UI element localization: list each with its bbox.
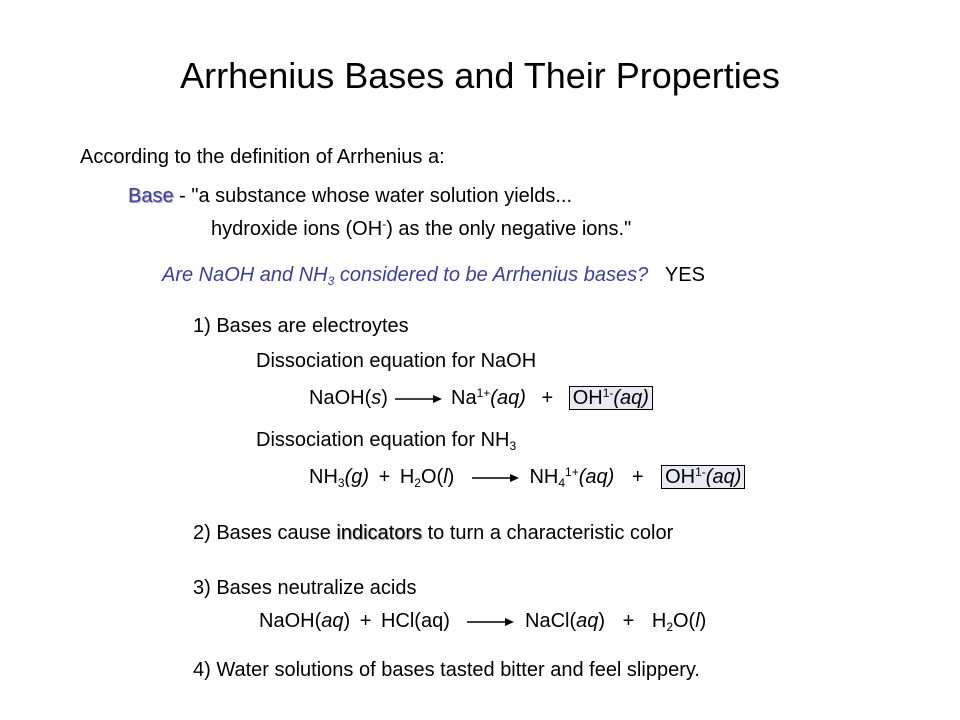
eq2-p1-charge: 1+ [565,465,579,479]
base-term: Base [128,185,174,207]
eq3-p1-state: aq [576,610,599,632]
eq3-p2-state: l [695,610,700,632]
question-post: considered to be Arrhenius bases? [334,264,649,286]
intro-text: According to the definition of Arrhenius a: [80,146,445,168]
eq2-r1: NH [309,466,338,488]
eq2-equation [309,466,745,489]
eq2-p2-text: OH [665,466,696,488]
point-2-post: to turn a characteristic color [422,522,674,544]
reaction-arrow-icon [465,616,515,628]
eq3-plus-1: + [359,610,372,632]
eq1-product1-state: (aq) [490,387,526,409]
eq2-r2: H [399,466,415,488]
eq2-heading-sub: 3 [509,439,517,453]
eq2-p1: NH [529,466,559,488]
definition-text-2: hydroxide ions (OH [211,218,383,240]
indicators-term: indicators [336,522,423,544]
eq2-p1-sub: 4 [558,476,566,490]
definition-line-1 [128,185,572,208]
question-line [162,264,705,287]
definition-text-1: - "a substance whose water solution yields... [173,185,573,207]
point-3: 3) Bases neutralize acids [193,577,417,599]
eq3-r1-close: ) [343,610,351,632]
question-text [162,264,648,286]
eq3-equation [259,610,706,633]
eq2-hydroxide-box [661,465,745,489]
eq3-r1-state: aq [321,610,344,632]
eq3-p2: H [651,610,667,632]
minus-superscript: - [382,217,387,231]
eq1-reactant [309,387,388,409]
eq1-product2-text: OH [572,387,603,409]
eq3-r2: HCl(aq) [380,610,450,632]
eq2-heading [256,429,516,452]
slide-title: Arrhenius Bases and Their Properties [180,55,780,96]
eq1-product1-charge: 1+ [476,386,491,400]
eq2-r1-state: (g) [344,466,370,488]
eq2-r2-sub: 2 [414,476,421,490]
eq2-p2-charge: 1- [695,465,706,479]
eq2-heading-text: Dissociation equation for NH [256,429,510,451]
eq2-r2-close: ) [447,466,455,488]
eq3-p2-sub: 2 [666,620,673,634]
definition-text-3: ) as the only negative ions." [386,218,632,240]
eq3-p2-close: ) [699,610,707,632]
eq2-r1-sub: 3 [337,476,345,490]
eq1-product2-state: (aq) [613,387,649,409]
eq1-product2-charge: 1- [602,386,614,400]
eq2-plus-1: + [378,466,391,488]
eq1-product1-text: Na [451,387,477,409]
eq1-reactant-close: ) [381,387,388,409]
eq3-plus-2: + [622,610,635,632]
definition-line-2 [211,218,631,241]
eq1-reactant-text: NaOH( [309,387,372,409]
point-2 [193,522,673,545]
eq1-equation [309,387,653,410]
eq3-p1: NaCl( [525,610,577,632]
answer-yes: YES [664,264,705,286]
eq2-r2-state: l [443,466,448,488]
point-4: 4) Water solutions of bases tasted bitter and feel slippery. [193,659,700,681]
point-1: 1) Bases are electroytes [193,315,409,337]
point-2-pre: 2) Bases cause [193,522,337,544]
reaction-arrow-icon [393,393,443,405]
eq2-p2-state: (aq) [705,466,742,488]
eq3-p1-close: ) [598,610,606,632]
eq3-p2-post: O( [673,610,696,632]
reaction-arrow-icon [470,472,520,484]
eq1-heading: Dissociation equation for NaOH [256,350,537,372]
question-pre: Are NaOH and NH [162,264,328,286]
eq1-product1 [451,387,526,409]
eq2-p1-state: (aq) [578,466,615,488]
eq2-plus-2: + [631,466,644,488]
eq2-r2-post: O( [420,466,444,488]
eq1-hydroxide-box [569,386,653,410]
eq3-r1: NaOH( [259,610,322,632]
eq1-plus: + [541,387,554,409]
eq1-reactant-state: s [371,387,382,409]
question-sub: 3 [327,274,335,288]
